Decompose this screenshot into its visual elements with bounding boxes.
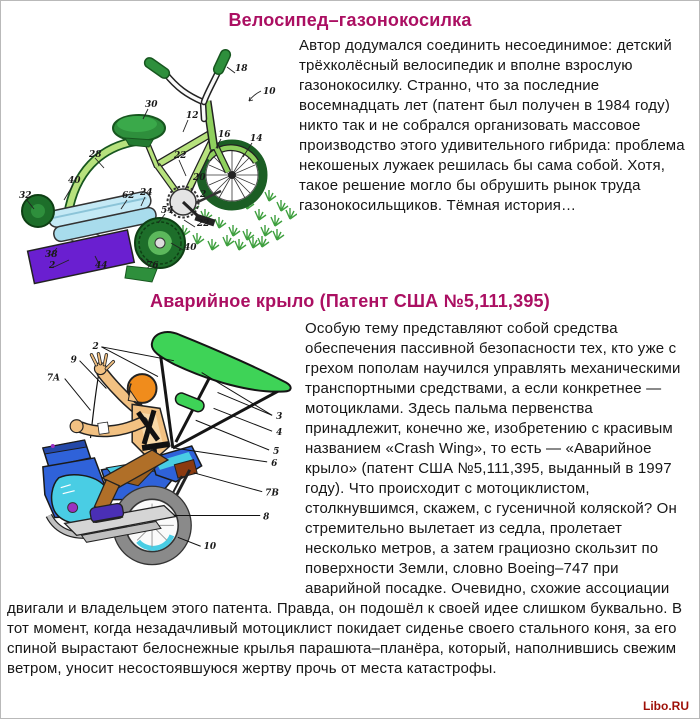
figure-crash-wing: [7, 321, 305, 581]
figure-ref-label: 14: [250, 134, 263, 144]
section-bicycle-mower: [7, 36, 693, 271]
figure-ref-label: 44: [95, 261, 108, 271]
figure-ref-label: 6: [271, 458, 278, 469]
paragraph-bicycle-mower: Автор додумался соединить несоединимое: детский трёхколёсный велосипедик и вполне взрослую газонокосилку. Странно, что за последние восемнадцать лет (патент был получен в 1984 году) никто так и не собрался организовать массовое производство этого удивительного гибрида: проблема некошеных лужаек решилась бы сама собой. Хотя, такое решение могло бы обрушить рынок труда газонокосильщиков. Тёмная история…: [299, 37, 685, 214]
helmet: [128, 374, 157, 404]
figure-ref-label: 3: [276, 412, 283, 423]
figure-ref-label: 7A: [46, 373, 60, 384]
figure-ref-label: 28: [89, 150, 102, 160]
paragraph-crash-wing: Особую тему представляют собой средства обеспечения пассивной безопасности тех, кто уже с грехом пополам научился управлять механическими транспортными средствами, а если конкретнее — мотоциклами. Здесь пальма первенства принадлежит, конечно же, изобретению с красивым названием «Crash Wing», то есть — «Аварийное крыло» (патент США №5,111,395, выданный в 1997 году). Что происходит с мотоциклистом, столкнувшимся, скажем, с гусеничной коляской? Он стремительно вылетает из седла, пролетает несколько метров, а затем грациозно скользит по поверхности Земли, словно Boeing–747 при аварийной посадке. Очевидно, схожие ассоциации двигали и владельцем этого патента. Правда, он подошёл к своей идее слишком буквально. В тот момент, когда незадачливый мотоциклист покидает сиденье своего стального коня, за его спиной вырастают белоснежные крылья парашюта–планёра, который, наполнившись свежим ветром, уносит несостоявшуюся жертву прочь от места катастрофы.: [7, 320, 683, 677]
figure-ref-label: 62: [122, 191, 135, 201]
figure-ref-label: 7B: [265, 488, 279, 499]
figure-ref-label: 76: [146, 261, 159, 271]
figure-ref-label: 10: [263, 87, 276, 97]
figure-ref-label: 22: [197, 219, 210, 229]
figure-ref-label: 5: [273, 446, 280, 457]
figure-ref-label: 2: [92, 341, 99, 352]
figure-ref-label: 2: [49, 261, 56, 271]
figure-ref-label: 38: [45, 250, 58, 260]
figure-ref-label: 22: [174, 151, 187, 161]
crash-wing-drawing: [7, 321, 305, 581]
figure-ref-label: 32: [19, 191, 32, 201]
figure-ref-label: 24: [140, 188, 153, 198]
figure-ref-label: 12: [186, 111, 199, 121]
raised-hand: [91, 354, 113, 375]
figure-ref-label: 2: [200, 190, 207, 200]
figure-ref-label: 20: [193, 173, 206, 183]
article-title-crash-wing: Аварийное крыло (Патент США №5,111,395): [150, 291, 550, 311]
figure-ref-label: 40: [68, 176, 81, 186]
figure-ref-label: 10: [203, 542, 217, 553]
bicycle-lawnmower-drawing: [7, 39, 297, 291]
left-grip: [143, 56, 172, 80]
article-title-bicycle-mower: Велосипед–газонокосилка: [228, 10, 472, 30]
figure-ref-label: 4: [276, 428, 283, 439]
figure-bicycle-lawnmower: [7, 39, 297, 291]
right-grip: [212, 48, 232, 76]
figure-ref-label: 54: [161, 206, 174, 216]
figure-ref-label: 30: [145, 100, 158, 110]
glider-wing: [152, 332, 291, 413]
figure-ref-label: 40: [184, 243, 197, 253]
figure-ref-label: 8: [263, 512, 270, 523]
figure-ref-label: 16: [218, 130, 231, 140]
section-crash-wing: [7, 319, 693, 679]
site-watermark[interactable]: Libo.RU: [643, 699, 689, 713]
figure-ref-label: 9: [70, 355, 77, 366]
figure-ref-label: 18: [235, 64, 248, 74]
mower-right-wheel: [135, 218, 185, 268]
